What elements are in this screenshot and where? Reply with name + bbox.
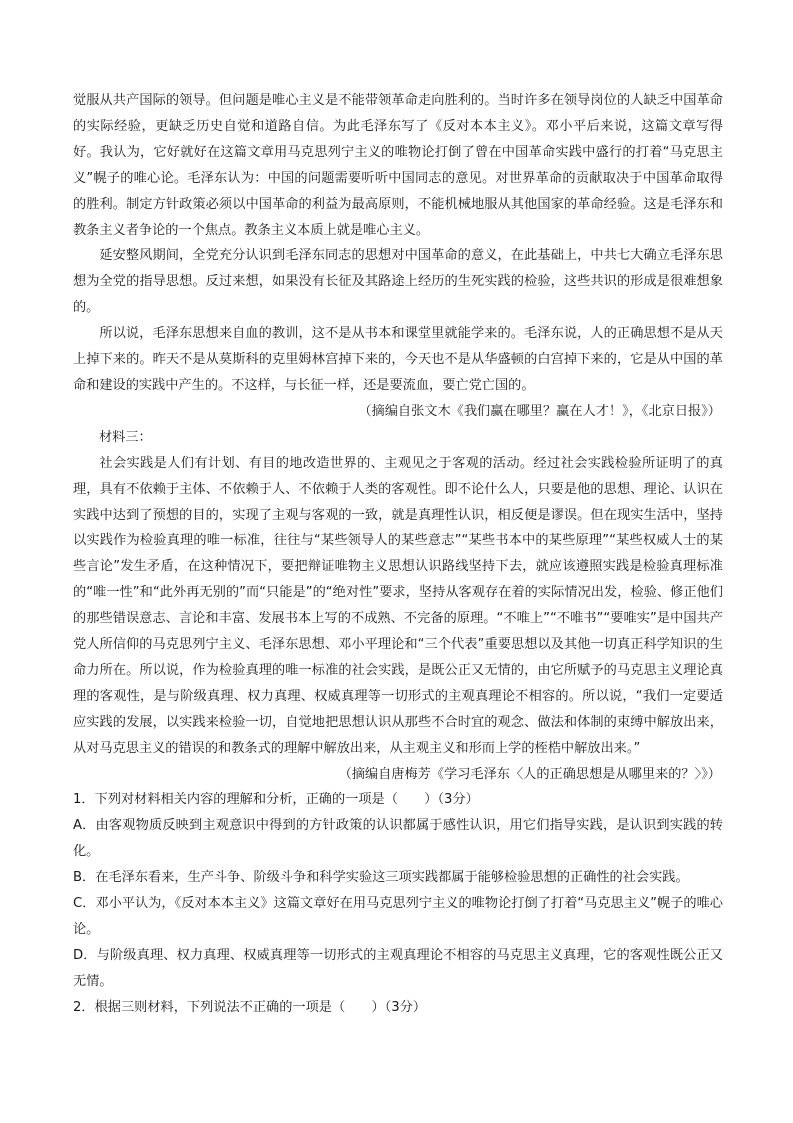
question-1: 1．下列对材料相关内容的理解和分析，正确的一项是（ ）（3分） [73,792,479,808]
source-citation-3: （摘编自唐梅芳《学习毛泽东〈人的正确思想是从哪里来的？〉》） [338,766,721,782]
question-2: 2．根据三则材料，下列说法不正确的一项是（ ）（3分） [73,1000,427,1016]
paragraph-conclusion: 所以说，毛泽东思想来自血的教训，这不是从书本和课堂里就能学来的。毛泽东说，人的正确思想不是从天上掉下来的。昨天不是从莫斯科的克里姆林宫掉下来的，今天也不是从华盛顿的白宫掉下来的，它是从中国的革命和建设的实践中产生的。不这样，与长征一样，还是要流血，要亡党亡国的。 [73,326,723,393]
question-1-option-c: C．邓小平认为，《反对本本主义》这篇文章好在用马克思列宁主义的唯物论打倒了打着“马克思主义”幌子的唯心论。 [73,896,723,938]
paragraph-continuation: 觉服从共产国际的领导。但问题是唯心主义是不能带领革命走向胜利的。当时许多在领导岗位的人缺乏中国革命的实际经验，更缺乏历史自觉和道路自信。为此毛泽东写了《反对本本主义》。邓小平后来说，这篇文章写得好。我认为，它好就好在这篇文章用马克思列宁主义的唯物论打倒了曾在中国革命实践中盛行的打着“马克思主义”幌子的唯心论。毛泽东认为：中国的问题需要听听中国同志的意见。对世界革命的贡献取决于中国革命取得的胜利。制定方针政策必须以中国革命的利益为最高原则，不能机械地服从其他国家的革命经验。这是毛泽东和教条主义者争论的一个焦点。教条主义本质上就是唯心主义。 [73,93,723,238]
paragraph-yanan: 延安整风期间，全党充分认识到毛泽东同志的思想对中国革命的意义，在此基础上，中共七大确立毛泽东思想为全党的指导思想。反过来想，如果没有长征及其路途上经历的生死实践的检验，这些共识的形成是很难想象的。 [73,248,723,316]
paragraph-material-3: 社会实践是人们有计划、有目的地改造世界的、主观见之于客观的活动。经过社会实践检验所证明了的真理，具有不依赖于主体、不依赖于人、不依赖于人类的客观性。即不论什么人，只要是他的思想、理论、认识在实践中达到了预想的目的，实现了主观与客观的一致，就是真理性认识，相反便是谬误。但在现实生活中，坚持以实践作为检验真理的唯一标准，往往与“某些领导人的某些意志”“某些书本中的某些原理”“某些权威人士的某些言论”发生矛盾，在这种情况下，要把辩证唯物主义思想认识路线坚持下去，就应该遵照实践是检验真理标准的“唯一性”和“此外再无别的”而“只能是”的“绝对性”要求，坚持从客观存在着的实际情况出发，检验、修正他们的那些错误意志、言论和丰富、发展书本上写的不成熟、不完备的原理。“不唯上”“不唯书”“要唯实”是中国共产党人所信仰的马克思列宁主义、毛泽东思想、邓小平理论和“三个代表”重要思想以及其他一切真正科学知识的生命力所在。所以说，作为检验真理的唯一标准的社会实践，是既公正又无情的，由它所赋予的马克思主义理论真理的客观性，是与阶级真理、权力真理、权威真理等一切形式的主观真理论不相容的。所以说，“我们一定要适应实践的发展，以实践来检验一切，自觉地把思想认识从那些不合时宜的观念、做法和体制的束缚中解放出来，从对马克思主义的错误的和教条式的理解中解放出来，从主观主义和形而上学的桎梏中解放出来。” [73,455,723,756]
material-3-label: 材料三： [99,429,152,445]
question-1-option-b: B．在毛泽东看来，生产斗争、阶级斗争和科学实验这三项实践都属于能够检验思想的正确性的社会实践。 [73,870,689,886]
question-1-option-a: A．由客观物质反映到主观意识中得到的方针政策的认识都属于感性认识，用它们指导实践，是认识到实践的转化。 [73,818,723,860]
document-page [73,88,723,1021]
question-1-option-d: D．与阶级真理、权力真理、权威真理等一切形式的主观真理论不相容的马克思主义真理，它的客观性既公正又无情。 [73,948,723,990]
source-citation-2: （摘编自张文木《我们赢在哪里？赢在人才！》，《北京日报》） [358,403,721,419]
